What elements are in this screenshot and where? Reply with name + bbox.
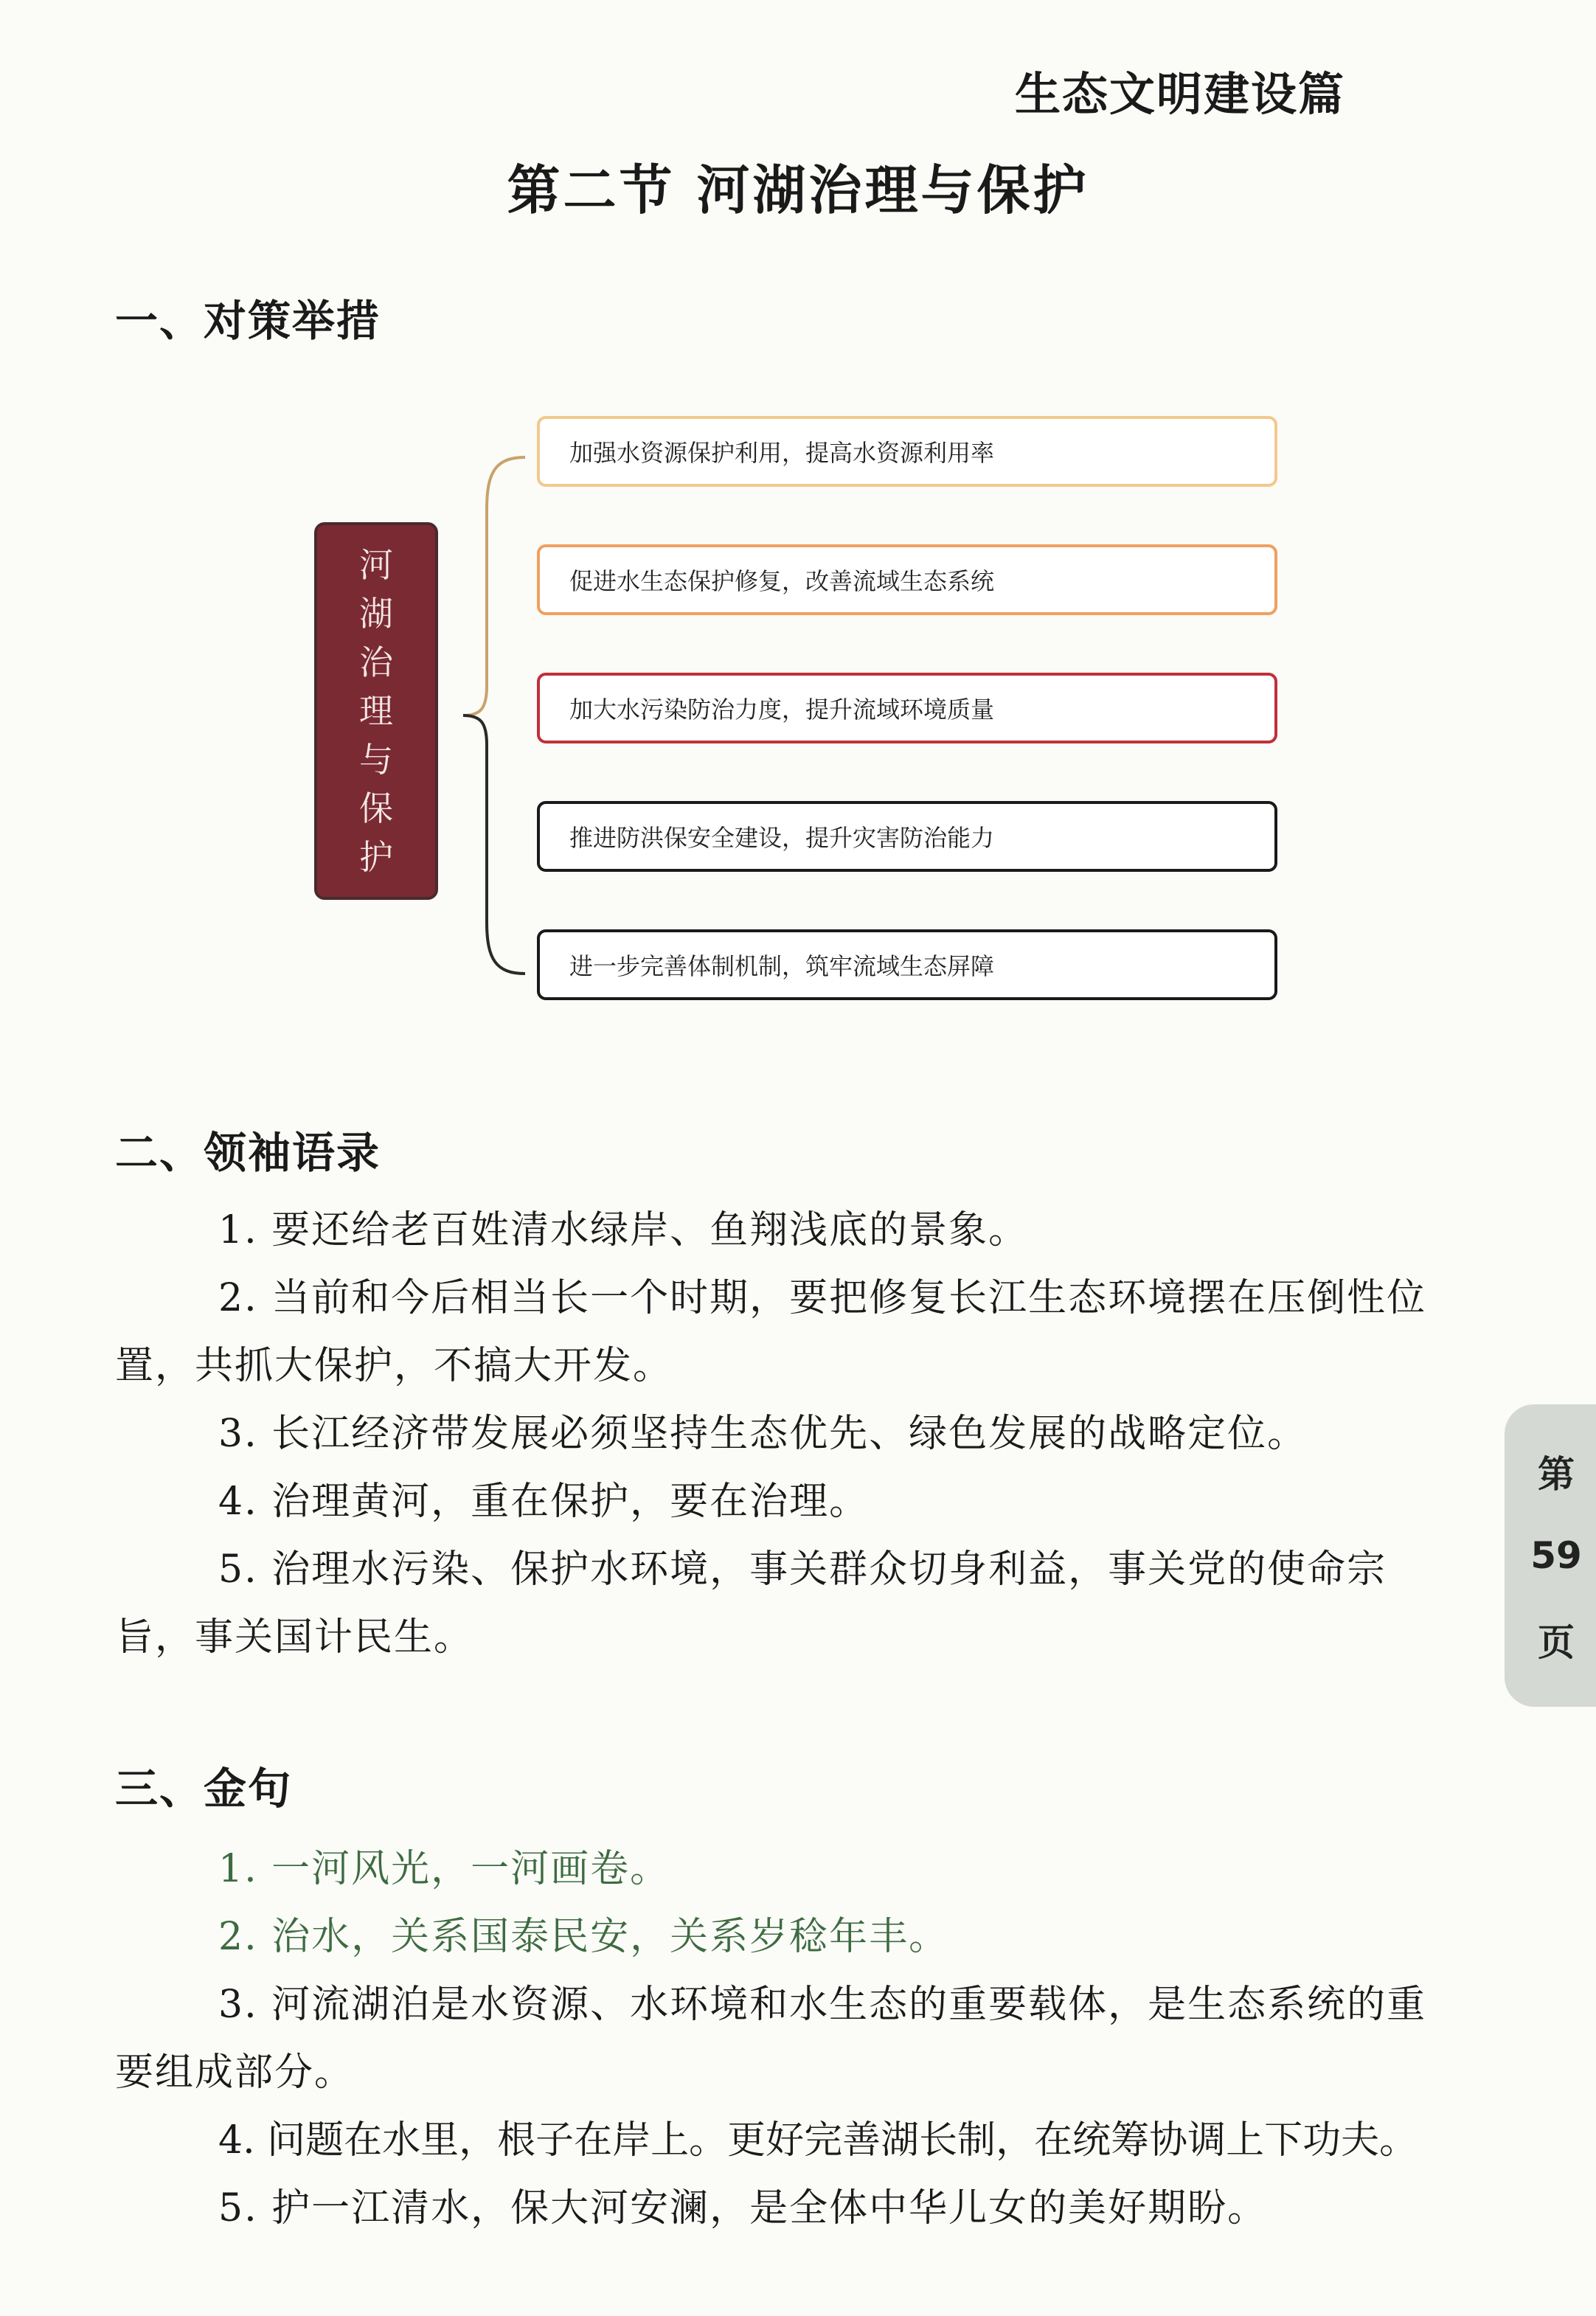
golden-sentence-3: 3. 河流湖泊是水资源、水环境和水生态的重要载体，是生态系统的重要组成部分。 xyxy=(115,1983,1427,2095)
measure-text: 加强水资源保护利用，提高水资源利用率 xyxy=(569,439,995,467)
leader-quote-2: 2. 当前和今后相当长一个时期，要把修复长江生态环境摆在压倒性位置，共抓大保护，不搞大开发。 xyxy=(115,1276,1427,1388)
central-topic-box xyxy=(314,522,438,900)
measure-text: 加大水污染防治力度，提升流域环境质量 xyxy=(569,696,995,724)
measure-item xyxy=(537,673,1277,743)
measure-item xyxy=(537,416,1277,487)
section-title: 第二节 河湖治理与保护 xyxy=(507,159,1089,221)
page-number: 59 xyxy=(1530,1533,1582,1577)
leader-quote-4: 4. 治理黄河，重在保护，要在治理。 xyxy=(218,1480,870,1524)
golden-sentence-4: 4. 问题在水里，根子在岸上。更好完善湖长制，在统筹协调上下功夫。 xyxy=(218,2118,1418,2163)
leader-quote-3: 3. 长江经济带发展必须坚持生态优先、绿色发展的战略定位。 xyxy=(218,1412,1308,1456)
heading-leader-quotes: 二、领袖语录 xyxy=(115,1128,381,1178)
measure-text: 推进防洪保安全建设，提升灾害防治能力 xyxy=(569,824,995,852)
measure-text: 促进水生态保护修复，改善流域生态系统 xyxy=(569,567,995,595)
running-head: 生态文明建设篇 xyxy=(1014,67,1345,121)
measure-item xyxy=(537,801,1277,872)
central-topic-label: 河湖治理与保护 xyxy=(359,545,393,877)
leader-quote-1: 1. 要还给老百姓清水绿岸、鱼翔浅底的景象。 xyxy=(218,1208,1029,1252)
measure-item xyxy=(537,929,1277,1000)
page-number-tab xyxy=(1505,1404,1596,1707)
golden-sentence-1: 1. 一河风光，一河画卷。 xyxy=(218,1847,670,1891)
measure-text: 进一步完善体制机制，筑牢流域生态屏障 xyxy=(569,952,995,980)
leader-quote-5: 5. 治理水污染、保护水环境，事关群众切身利益，事关党的使命宗旨，事关国计民生。 xyxy=(115,1547,1387,1660)
page-tab-suffix: 页 xyxy=(1538,1621,1575,1665)
page-tab-prefix: 第 xyxy=(1538,1452,1575,1496)
heading-measures: 一、对策举措 xyxy=(115,296,381,346)
golden-sentence-2: 2. 治水，关系国泰民安，关系岁稔年丰。 xyxy=(218,1915,949,1959)
golden-sentence-5: 5. 护一江清水，保大河安澜，是全体中华儿女的美好期盼。 xyxy=(218,2186,1268,2230)
brace-connector xyxy=(451,450,532,981)
measure-item xyxy=(537,544,1277,615)
heading-golden-sentences: 三、金句 xyxy=(115,1764,293,1814)
